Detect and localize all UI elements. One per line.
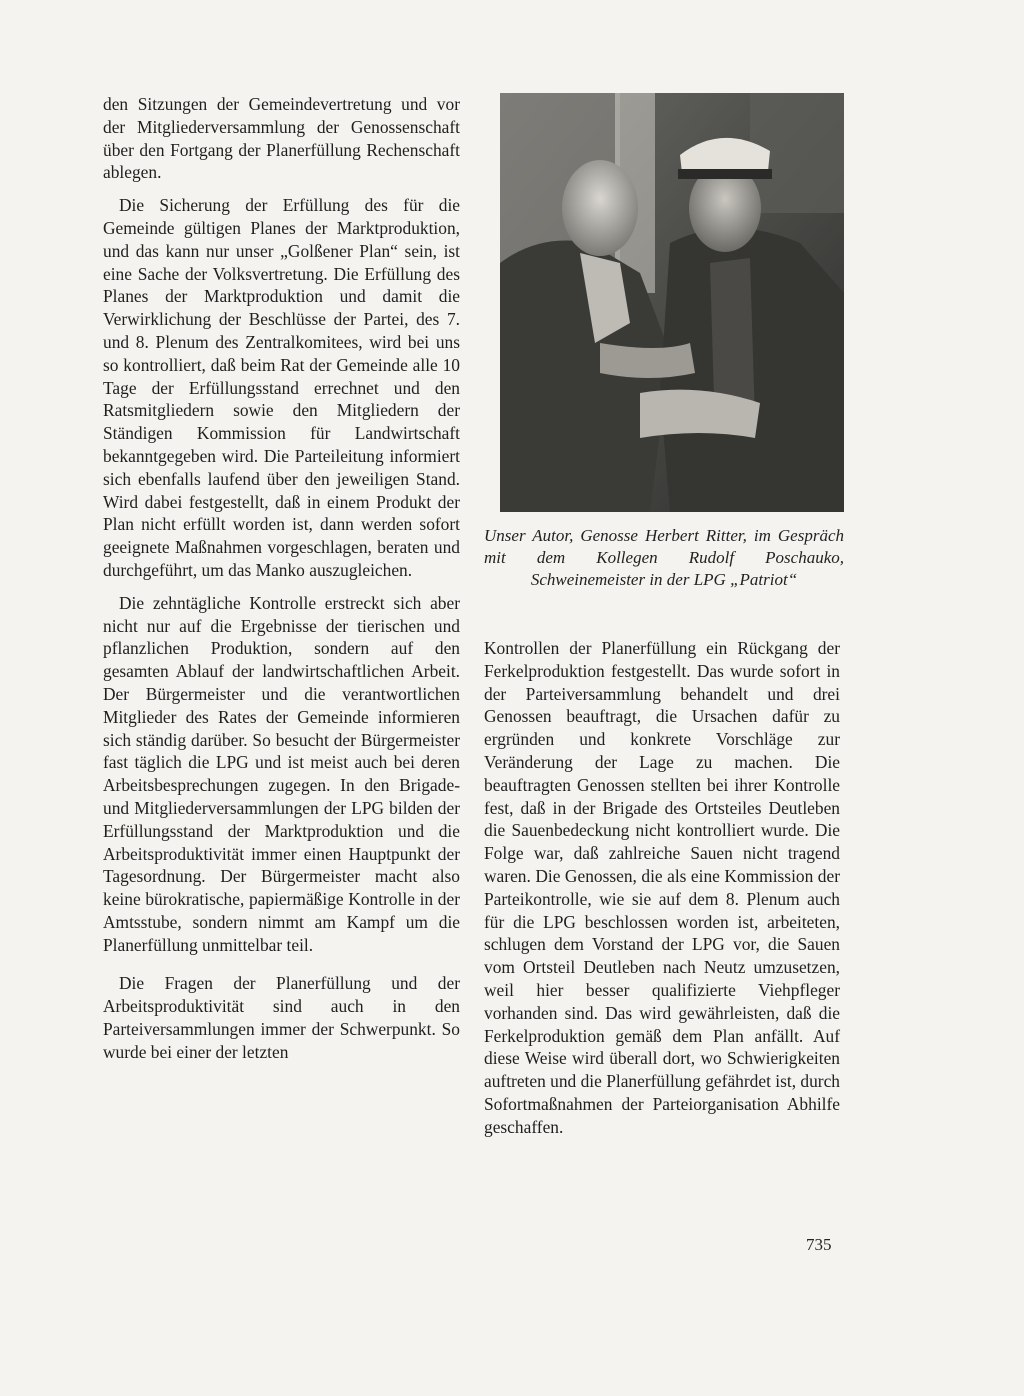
paragraph: Die zehntägliche Kontrolle erstreckt sich aber nicht nur auf die Ergebnisse der tierischen und pflanzlichen Produktion, sondern auf den gesamten Ablauf der landwirtschaftlichen Arbeit. Der Bürgermeister und die verantwortlichen Mitglieder des Rates der Gemeinde informieren sich ständig darüber. So besucht der Bürgermeister fast täglich die LPG und ist meist auch bei deren Arbeitsbesprechungen zugegen. In den Brigade- und Mitgliederversammlungen der LPG bilden der Erfüllungsstand der Marktproduktion und die Arbeitsproduktivität immer einen Hauptpunkt der Tagesordnung. Der Bürgermeister macht also keine bürokratische, papiermäßige Kontrolle in der Amtsstube, sondern nimmt am Kampf um die Planerfüllung unmittelbar teil. bbox=[103, 592, 460, 955]
paragraph: Kontrollen der Planerfüllung ein Rückgang der Ferkelproduktion festgestellt. Das wurde sofort in der Parteiversammlung behandelt und drei Genossen beauftragt, die Ursachen dafür zu ergründen und konkrete Vorschläge zur Veränderung der Lage zu machen. Die beauftragten Genossen stellten bei ihrer Kontrolle fest, daß in der Brigade des Ortsteiles Deutleben die Sauenbedeckung nicht kontrolliert wurde. Die Folge war, daß zahlreiche Sauen nicht tragend waren. Die Genossen, die als eine Kommission der Parteikontrolle, wie sie auf dem 8. Plenum auch für die LPG beschlossen worden ist, arbeiteten, schlugen dem Vorstand der LPG vor, die Sauen vom Ortsteil Deutleben nach Neutz umzusetzen, weil hier besser qualifizierte Viehpfleger vorhanden sind. Das wird gewährleisten, daß die Ferkelproduktion gemäß dem Plan anfällt. Auf diese Weise wird überall dort, wo Schwierigkeiten auftreten und die Planerfüllung gefährdet ist, durch Sofortmaßnahmen der Parteiorganisation Abhilfe geschaffen. bbox=[484, 638, 840, 1137]
right-text-column bbox=[484, 637, 840, 1139]
photo-image bbox=[500, 93, 844, 512]
paragraph: den Sitzungen der Gemeindevertretung und vor der Mitgliederversammlung der Genossenschaft über den Fortgang der Planerfüllung Rechenschaft ablegen. bbox=[103, 94, 460, 183]
paragraph: Die Sicherung der Erfüllung des für die Gemeinde gültigen Planes der Marktproduktion, und das kann nur unser „Golßener Plan“ sein, ist eine Sache der Volksvertretung. Die Erfüllung des Planes der Marktproduktion und damit die Verwirklichung der Beschlüsse der Partei, des 7. und 8. Plenum des Zentralkomitees, wird bei uns so kontrolliert, daß beim Rat der Gemeinde alle 10 Tage der Erfüllungsstand errechnet und den Ratsmitgliedern sowie den Mitgliedern der Ständigen Kommission für Landwirtschaft bekanntgegeben wird. Die Parteileitung informiert sich ebenfalls laufend über den jeweiligen Stand. Wird dabei festgestellt, daß in einem Produkt der Plan nicht erfüllt worden ist, dann werden sofort geeignete Maßnahmen vorgeschlagen, beraten und durchgeführt, um das Manko auszugleichen. bbox=[103, 195, 460, 580]
paragraph: Die Fragen der Planerfüllung und der Arbeitsproduktivität sind auch in den Parteiversammlungen immer der Schwerpunkt. So wurde bei einer der letzten bbox=[103, 973, 460, 1062]
page-number: 735 bbox=[806, 1235, 832, 1254]
photo-caption: Unser Autor, Genosse Herbert Ritter, im Gespräch mit dem Kollegen Rudolf Poschauko, Schweinemeister in der LPG „Patriot“ bbox=[484, 526, 844, 589]
left-text-column bbox=[103, 93, 460, 1064]
photograph bbox=[500, 93, 844, 512]
